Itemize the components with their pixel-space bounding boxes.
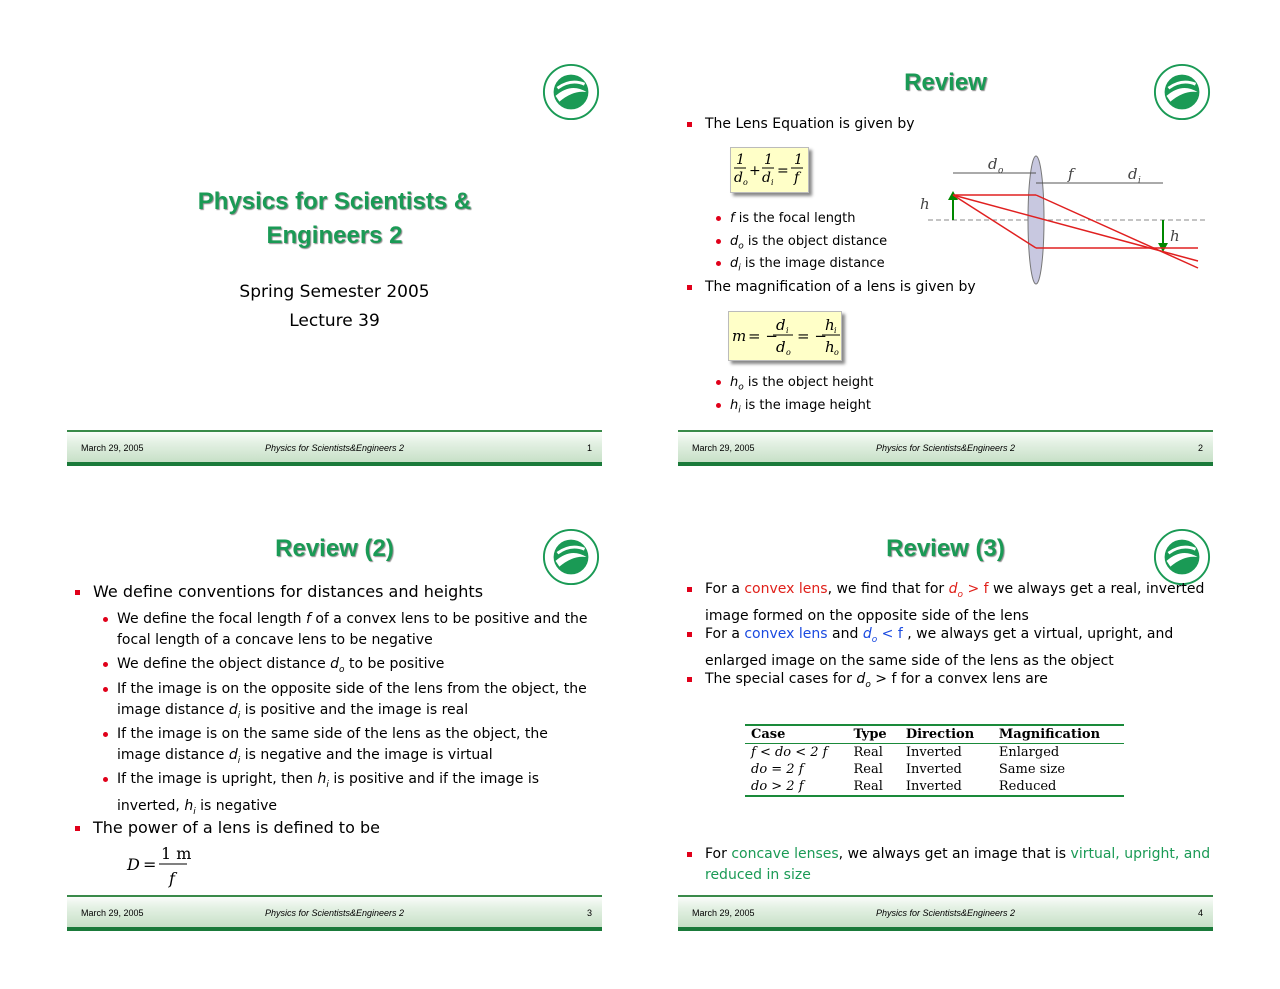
footer-page: 1 xyxy=(586,443,592,453)
special-cases-table xyxy=(745,724,1124,797)
svg-text:i: i xyxy=(786,326,789,335)
bullet-object-height: $h_o$ is the object height xyxy=(730,372,874,399)
table-header: Direction xyxy=(905,727,975,742)
svg-text:d: d xyxy=(776,338,786,356)
svg-text:1: 1 xyxy=(794,152,803,168)
footer-date: March 29, 2005 xyxy=(81,908,144,918)
lens-equation xyxy=(731,148,808,192)
footer-course: Physics for Scientists&Engineers 2 xyxy=(265,443,405,453)
slide-footer xyxy=(67,895,602,931)
svg-text:=: = xyxy=(143,855,157,874)
bullet-concave: For concave lenses, we always get an image that is virtual, upright, and reduced in size xyxy=(705,844,1210,886)
table-header: Case xyxy=(751,727,786,742)
svg-text:h: h xyxy=(825,316,835,334)
bullet-convex-virtual: For a convex lens and $d_o < f$ , we always get a virtual, upright, and enlarged image on the same side of the lens as the object xyxy=(705,624,1173,672)
table-header: Magnification xyxy=(998,727,1101,742)
label-do-sub: o xyxy=(998,166,1004,176)
lens-power-equation xyxy=(125,840,195,892)
label-di-sub: i xyxy=(1138,176,1141,186)
svg-text:o: o xyxy=(743,178,748,187)
lens-ray-diagram xyxy=(918,153,1213,288)
bullet-object-distance: $d_o$ is the object distance xyxy=(730,231,887,258)
footer-course: Physics for Scientists&Engineers 2 xyxy=(876,908,1016,918)
sub-image-height: If the image is upright, then $h_i$ is positive and if the image is inverted, $h_i$ is negative xyxy=(117,769,539,823)
svg-text:d: d xyxy=(734,170,743,186)
footer-course: Physics for Scientists&Engineers 2 xyxy=(265,908,405,918)
sub-image-real: If the image is on the opposite side of the lens from the object, the image distance $d_i$ is positive and the image is real xyxy=(117,679,587,727)
lecture-text: Lecture 39 xyxy=(289,311,380,331)
label-ho: h xyxy=(920,195,930,213)
table-header: Type xyxy=(853,727,887,742)
magnification-equation-box xyxy=(728,311,842,361)
label-di: d xyxy=(1128,165,1138,183)
sub-focal-length: We define the focal length f of a convex lens to be positive and the focal length of a concave lens to be negative xyxy=(117,609,588,651)
svg-text:d: d xyxy=(762,170,771,186)
lens-equation-box xyxy=(730,147,809,193)
bullet-lens-equation: The Lens Equation is given by xyxy=(705,114,915,135)
table-row: do > 2 f Real Inverted Reduced xyxy=(751,779,1057,794)
svg-text:f: f xyxy=(169,869,175,888)
slide-4-title: Review (3) xyxy=(886,535,1005,562)
footer-date: March 29, 2005 xyxy=(692,908,755,918)
magnification-equation xyxy=(729,312,841,360)
svg-text:1 m: 1 m xyxy=(161,844,192,863)
bullet-special-cases: The special cases for $d_o > f$ for a convex lens are xyxy=(705,669,1048,696)
svg-text:h: h xyxy=(825,338,835,356)
bullet-magnification: The magnification of a lens is given by xyxy=(705,277,976,298)
svg-text:D: D xyxy=(127,855,140,874)
slide-1 xyxy=(67,35,602,465)
svg-text:+: + xyxy=(749,163,761,179)
footer-course: Physics for Scientists&Engineers 2 xyxy=(876,443,1016,453)
bullet-image-distance: $d_i$ is the image distance xyxy=(730,253,885,280)
svg-text:o: o xyxy=(786,348,791,357)
footer-date: March 29, 2005 xyxy=(692,443,755,453)
sub-object-distance: We define the object distance $d_o$ to be positive xyxy=(117,654,444,681)
slide-footer xyxy=(678,895,1213,931)
bullet-focal-length: f is the focal length xyxy=(730,208,856,229)
label-do: d xyxy=(988,155,998,173)
semester-text: Spring Semester 2005 xyxy=(239,282,430,302)
department-logo-icon xyxy=(542,63,600,121)
svg-text:m: m xyxy=(732,327,747,345)
slide-4 xyxy=(678,500,1213,930)
bullet-image-height: $h_i$ is the image height xyxy=(730,395,871,422)
slide-3 xyxy=(67,500,602,930)
slide-3-title: Review (2) xyxy=(275,535,394,562)
footer-page: 3 xyxy=(586,908,592,918)
table-row: do = 2 f Real Inverted Same size xyxy=(751,762,1066,777)
slide-2 xyxy=(678,35,1213,465)
label-hi: h xyxy=(1170,227,1180,245)
table-row: f < do < 2 f Real Inverted Enlarged xyxy=(751,745,1060,760)
svg-text:= −: = − xyxy=(797,327,827,345)
label-f: f xyxy=(1068,165,1074,183)
sub-image-virtual: If the image is on the same side of the lens as the object, the image distance $d_i$ is negative and the image is virtual xyxy=(117,724,548,772)
svg-text:1: 1 xyxy=(736,152,745,168)
slide-2-title: Review xyxy=(904,69,987,96)
svg-text:i: i xyxy=(771,178,774,187)
svg-text:=: = xyxy=(777,163,789,179)
footer-page: 2 xyxy=(1197,443,1203,453)
svg-text:d: d xyxy=(776,316,786,334)
slide-1-title: Physics for Scientists & Engineers 2 xyxy=(197,188,472,249)
svg-text:i: i xyxy=(834,326,837,335)
svg-text:o: o xyxy=(834,348,839,357)
bullet-lens-power: The power of a lens is defined to be xyxy=(93,817,380,838)
footer-date: March 29, 2005 xyxy=(81,443,144,453)
slide-footer xyxy=(67,430,602,466)
svg-text:1: 1 xyxy=(764,152,773,168)
svg-text:= −: = − xyxy=(748,327,778,345)
svg-text:f: f xyxy=(794,170,800,186)
bullet-conventions: We define conventions for distances and heights xyxy=(93,581,483,602)
bullet-convex-real: For a convex lens, we find that for $d_o > f$ we always get a real, inverted image formed on the opposite side of the lens xyxy=(705,579,1204,627)
slide-footer xyxy=(678,430,1213,466)
footer-page: 4 xyxy=(1197,908,1203,918)
